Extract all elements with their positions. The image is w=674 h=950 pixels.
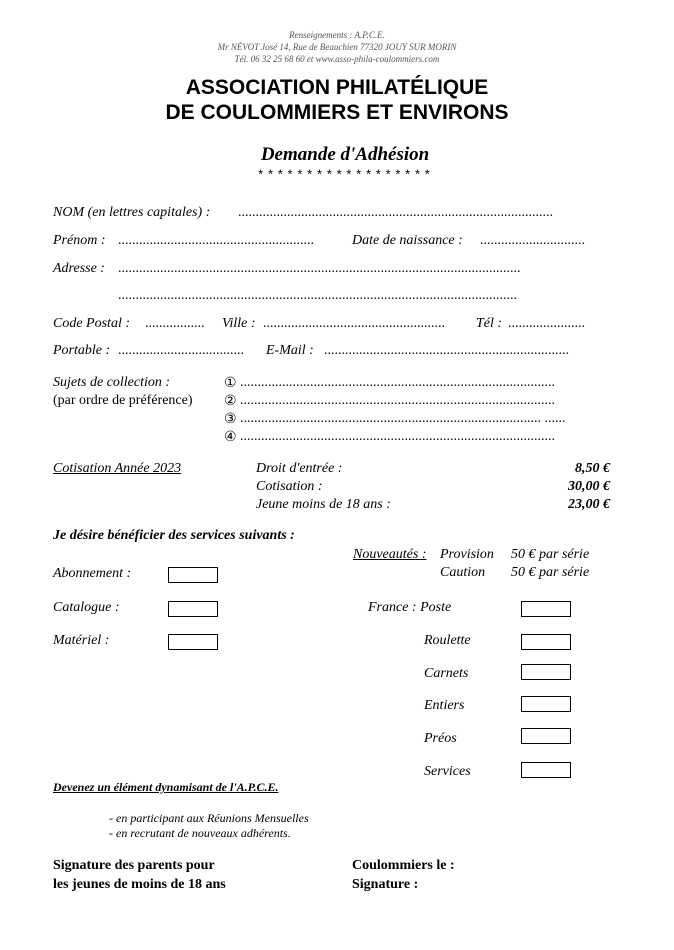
collection-field-1[interactable]: .......................................................................................... bbox=[240, 375, 555, 390]
ordre-preference-label: (par ordre de préférence) bbox=[53, 393, 193, 408]
collection-field-2[interactable]: .......................................................................................... bbox=[240, 393, 555, 408]
cotisation-label: Cotisation Année 2023 bbox=[53, 461, 182, 476]
jeune-amount: 23,00 € bbox=[568, 497, 610, 512]
sujets-collection-label: Sujets de collection : bbox=[53, 375, 171, 390]
header-contact-line3: Tél. 06 32 25 68 60 et www.asso-phila-coulommiers.com bbox=[234, 54, 440, 64]
adresse-field-line2[interactable]: .................................................................................................................. bbox=[118, 288, 517, 303]
preos-label: Préos bbox=[424, 731, 457, 746]
email-label: E-Mail : bbox=[266, 343, 314, 358]
france-poste-label: France : Poste bbox=[368, 600, 452, 615]
france-poste-checkbox[interactable] bbox=[521, 601, 571, 617]
signature-label: Signature : bbox=[352, 877, 419, 892]
roulette-label: Roulette bbox=[424, 633, 471, 648]
ville-field[interactable]: .................................................... bbox=[263, 316, 445, 331]
carnets-checkbox[interactable] bbox=[521, 664, 571, 680]
ville-label: Ville : bbox=[222, 316, 256, 331]
cotisation-row-label: Cotisation : bbox=[256, 479, 323, 494]
code-postal-field[interactable]: ................. bbox=[145, 316, 205, 331]
nouveautes-label: Nouveautés : bbox=[353, 547, 427, 562]
abonnement-checkbox[interactable] bbox=[168, 567, 218, 583]
collection-field-4[interactable]: .......................................................................................... bbox=[240, 429, 555, 444]
carnets-label: Carnets bbox=[424, 666, 469, 681]
services-heading: Je désire bénéficier des services suivants : bbox=[53, 528, 295, 543]
signature-parents-line2: les jeunes de moins de 18 ans bbox=[53, 877, 226, 892]
code-postal-label: Code Postal : bbox=[53, 316, 130, 331]
catalogue-checkbox[interactable] bbox=[168, 601, 218, 617]
materiel-label: Matériel : bbox=[53, 633, 110, 648]
header-contact-line1: Renseignements : A.P.C.E. bbox=[289, 30, 385, 40]
nom-field[interactable]: .......................................................................................... bbox=[238, 205, 553, 220]
nom-label: NOM (en lettres capitales) : bbox=[53, 205, 211, 220]
prenom-label: Prénom : bbox=[53, 233, 106, 248]
roulette-checkbox[interactable] bbox=[521, 634, 571, 650]
adresse-label: Adresse : bbox=[53, 261, 105, 276]
services-checkbox[interactable] bbox=[521, 762, 571, 778]
collection-field-3[interactable]: ...................................................................................... ...... bbox=[240, 411, 566, 426]
cotisation-amount: 30,00 € bbox=[568, 479, 610, 494]
association-title-line2: DE COULOMMIERS ET ENVIRONS bbox=[165, 101, 509, 124]
portable-field[interactable]: .................................... bbox=[118, 343, 244, 358]
date-naissance-field[interactable]: .............................. bbox=[480, 233, 585, 248]
droit-entree-label: Droit d'entrée : bbox=[256, 461, 343, 476]
stars-divider: ****************** bbox=[256, 168, 434, 183]
devenez-heading: Devenez un élément dynamisant de l'A.P.C.E. bbox=[53, 780, 279, 794]
devenez-item-reunions: - en participant aux Réunions Mensuelles bbox=[109, 811, 309, 825]
entiers-checkbox[interactable] bbox=[521, 696, 571, 712]
prenom-field[interactable]: ........................................................ bbox=[118, 233, 314, 248]
collection-num-4: ④ bbox=[224, 430, 237, 445]
collection-num-3: ③ bbox=[224, 412, 237, 427]
catalogue-label: Catalogue : bbox=[53, 600, 120, 615]
abonnement-label: Abonnement : bbox=[53, 566, 132, 581]
form-subtitle: Demande d'Adhésion bbox=[260, 144, 430, 165]
collection-num-1: ① bbox=[224, 376, 237, 391]
coulommiers-date-label: Coulommiers le : bbox=[352, 858, 455, 873]
email-field[interactable]: ...................................................................... bbox=[324, 343, 569, 358]
caution-price: 50 € par série bbox=[511, 565, 590, 580]
portable-label: Portable : bbox=[53, 343, 111, 358]
entiers-label: Entiers bbox=[424, 698, 465, 713]
collection-num-2: ② bbox=[224, 394, 237, 409]
caution-label: Caution bbox=[440, 565, 486, 580]
preos-checkbox[interactable] bbox=[521, 728, 571, 744]
adresse-field-line1[interactable]: ................................................................................................................... bbox=[118, 261, 521, 276]
association-title-line1: ASSOCIATION PHILATÉLIQUE bbox=[185, 76, 489, 99]
tel-label: Tél : bbox=[476, 316, 503, 331]
services-label: Services bbox=[424, 764, 471, 779]
signature-parents-line1: Signature des parents pour bbox=[53, 858, 215, 873]
materiel-checkbox[interactable] bbox=[168, 634, 218, 650]
droit-entree-amount: 8,50 € bbox=[575, 461, 610, 476]
devenez-item-recrutant: - en recrutant de nouveaux adhérents. bbox=[109, 826, 291, 840]
date-naissance-label: Date de naissance : bbox=[352, 233, 463, 248]
tel-field[interactable]: ...................... bbox=[508, 316, 585, 331]
provision-label: Provision bbox=[440, 547, 494, 562]
jeune-label: Jeune moins de 18 ans : bbox=[256, 497, 391, 512]
header-contact-line2: Mr NÉVOT José 14, Rue de Beauchien 77320 JOUY SUR MORIN bbox=[217, 42, 457, 52]
provision-price: 50 € par série bbox=[511, 547, 590, 562]
